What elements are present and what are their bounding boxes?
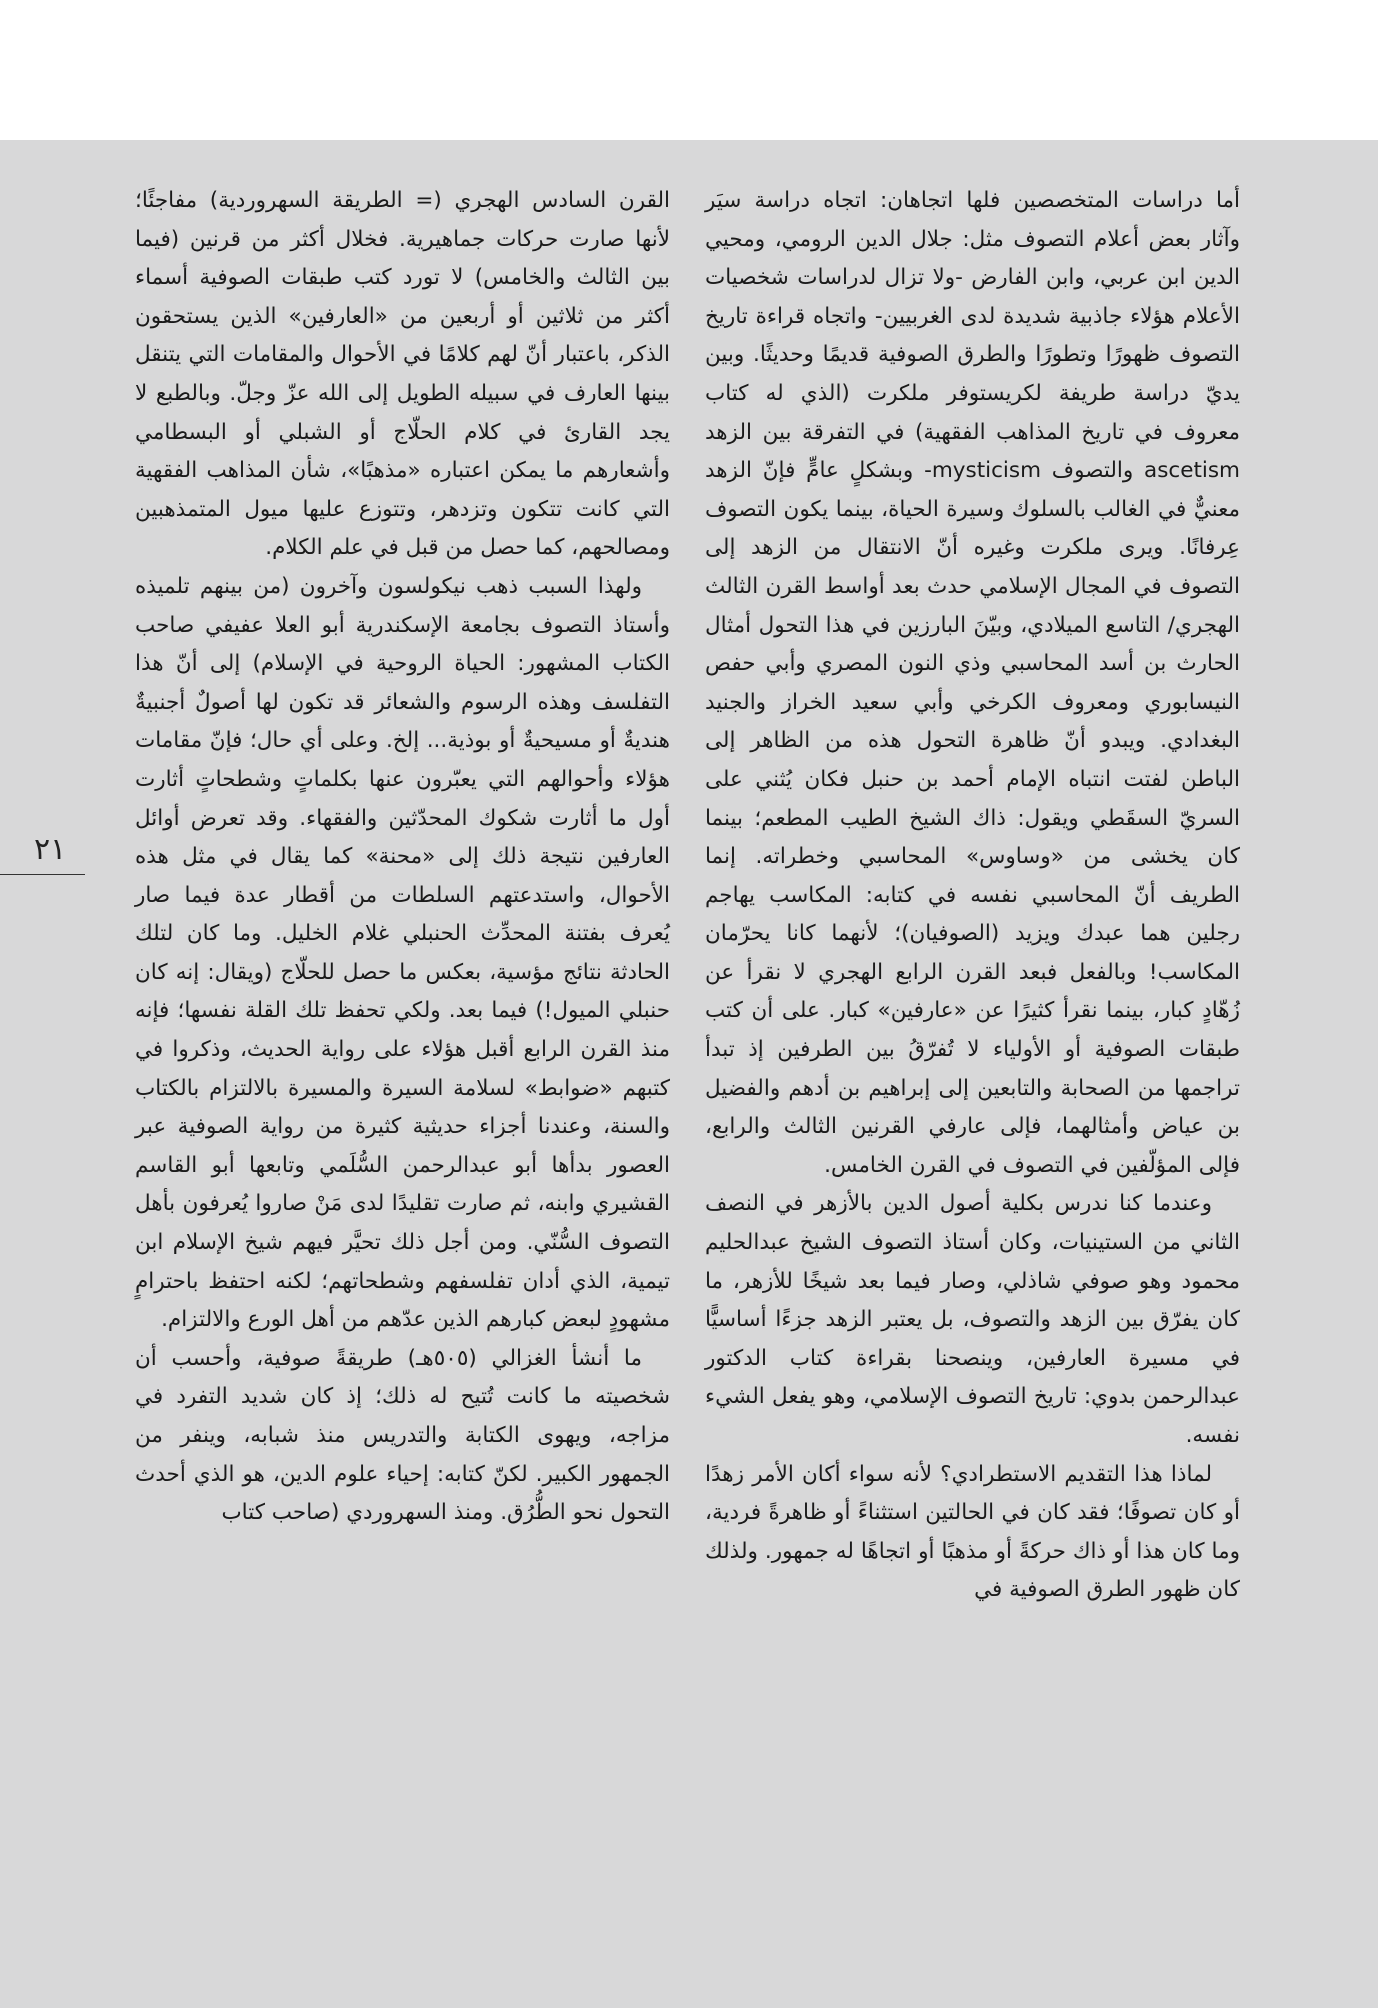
page-number-rule — [0, 874, 85, 875]
text-column-left — [135, 182, 670, 1533]
paragraph: لماذا هذا التقديم الاستطرادي؟ لأنه سواء أكان الأمر زهدًا أو كان تصوفًا؛ فقد كان في الحالتين استثناءً أو ظاهرةً فردية، وما كان هذا أو ذاك حركةً أو مذهبًا أو اتجاهًا له جمهور. ولذلك كان ظهور الطرق الصوفية في — [705, 1461, 1240, 1603]
paragraph: ولهذا السبب ذهب نيكولسون وآخرون (من بينهم تلميذه وأستاذ التصوف بجامعة الإسكندرية أبو العلا عفيفي صاحب الكتاب المشهور: الحياة الروحية في الإسلام) إلى أنّ هذا التفلسف وهذه الرسوم والشعائر قد تكون لها أصولٌ أجنبيةٌ هنديةٌ أو مسيحيةٌ أو بوذية... إلخ. وعلى أي حال؛ فإنّ مقامات هؤلاء وأحوالهم التي يعبّرون عنها بكلماتٍ وشطحاتٍ أثارت أول ما أثارت شكوك المحدّثين والفقهاء. وقد تعرض أوائل العارفين نتيجة ذلك إلى «محنة» كما يقال في مثل هذه الأحوال، واستدعتهم السلطات من أقطار عدة فيما صار يُعرف بفتنة المحدِّث الحنبلي غلام الخليل. وما كان لتلك الحادثة نتائج مؤسية، بعكس ما حصل للحلّاج (ويقال: إنه كان حنبلي الميول!) فيما بعد. ولكي تحفظ تلك القلة نفسها؛ فإنه منذ القرن الرابع أقبل هؤلاء على رواية الحديث، وذكروا في كتبهم «ضوابط» لسلامة السيرة والمسيرة بالالتزام بالكتاب والسنة، وعندنا أجزاء حديثية كثيرة من رواية الصوفية عبر العصور بدأها أبو عبدالرحمن السُّلَمي وتابعها أبو القاسم القشيري وابنه، ثم صارت تقليدًا لدى مَنْ صاروا يُعرفون بأهل التصوف السُّنّي. ومن أجل ذلك تحيَّر فيهم شيخ الإسلام ابن تيمية، الذي أدان تفلسفهم وشطحاتهم؛ لكنه احتفظ باحترامٍ مشهودٍ لبعض كبارهم الذين عدّهم من أهل الورع والالتزام. — [135, 573, 670, 1333]
page-body — [0, 140, 1378, 2008]
paragraph: وعندما كنا ندرس بكلية أصول الدين بالأزهر في النصف الثاني من الستينيات، وكان أستاذ التصوف الشيخ عبدالحليم محمود وهو صوفي شاذلي، وصار فيما بعد شيخًا للأزهر، ما كان يفرّق بين الزهد والتصوف، بل يعتبر الزهد جزءًا أساسيًّا في مسيرة العارفين، وينصحنا بقراءة كتاب الدكتور عبدالرحمن بدوي: تاريخ التصوف الإسلامي، وهو يفعل الشيء نفسه. — [705, 1191, 1240, 1448]
paragraph: القرن السادس الهجري (= الطريقة السهروردية) مفاجئًا؛ لأنها صارت حركات جماهيرية. فخلال أكثر من قرنين (فيما بين الثالث والخامس) لا تورد كتب طبقات الصوفية أسماء أكثر من ثلاثين أو أربعين من «العارفين» الذين يستحقون الذكر، باعتبار أنّ لهم كلامًا في الأحوال والمقامات التي يتنقل بينها العارف في سبيله الطويل إلى الله عزّ وجلّ. وبالطبع لا يجد القارئ في كلام الحلّاج أو الشبلي أو البسطامي وأشعارهم ما يمكن اعتباره «مذهبًا»، شأن المذاهب الفقهية التي كانت تتكون وتزدهر، وتتوزع عليها ميول المتمذهبين ومصالحهم، كما حصل من قبل في علم الكلام. — [135, 188, 670, 561]
paragraph: ما أنشأ الغزالي (٥٠٥هـ) طريقةً صوفية، وأحسب أن شخصيته ما كانت تُتيح له ذلك؛ إذ كان شديد التفرد في مزاجه، ويهوى الكتابة والتدريس منذ شبابه، وينفر من الجمهور الكبير. لكنّ كتابه: إحياء علوم الدين، هو الذي أحدث التحول نحو الطُّرُق. ومنذ السهروردي (صاحب كتاب — [135, 1345, 670, 1526]
page-number: ٢١ — [34, 832, 67, 867]
text-column-right — [705, 182, 1240, 1610]
paragraph: أما دراسات المتخصصين فلها اتجاهان: اتجاه دراسة سيَر وآثار بعض أعلام التصوف مثل: جلال الدين الرومي، ومحيي الدين ابن عربي، وابن الفارض -ولا تزال لدراسات شخصيات الأعلام هؤلاء جاذبية شديدة لدى الغربيين- واتجاه قراءة تاريخ التصوف ظهورًا وتطورًا والطرق الصوفية قديمًا وحديثًا. وبين يديّ دراسة طريفة لكريستوفر ملكرت (الذي له كتاب معروف في تاريخ المذاهب الفقهية) في التفرقة بين الزهد ascetism والتصوف mysticism- وبشكلٍ عامٍّ فإنّ الزهد معنيٌّ في الغالب بالسلوك وسيرة الحياة، بينما يكون التصوف عِرفانًا. ويرى ملكرت وغيره أنّ الانتقال من الزهد إلى التصوف في المجال الإسلامي حدث بعد أواسط القرن الثالث الهجري/ التاسع الميلادي، وبيّنَ البارزين في هذا التحول أمثال الحارث بن أسد المحاسبي وذي النون المصري وأبي حفص النيسابوري ومعروف الكرخي وأبي سعيد الخراز والجنيد البغدادي. ويبدو أنّ ظاهرة التحول هذه من الظاهر إلى الباطن لفتت انتباه الإمام أحمد بن حنبل فكان يُثني على السريّ السقَطي ويقول: ذاك الشيخ الطيب المطعم؛ بينما كان يخشى من «وساوس» المحاسبي وخطراته. إنما الطريف أنّ المحاسبي نفسه في كتابه: المكاسب يهاجم رجلين هما عبدك ويزيد (الصوفيان)؛ لأنهما كانا يحرّمان المكاسب! وبالفعل فبعد القرن الرابع الهجري لا نقرأ عن زُهّادٍ كبار، بينما نقرأ كثيرًا عن «عارفين» كبار. على أن كتب طبقات الصوفية أو الأولياء لا تُفرّقُ بين الطرفين إذ تبدأ تراجمها من الصحابة والتابعين إلى إبراهيم بن أدهم والفضيل بن عياض وأمثالهما، فإلى عارفي القرنين الثالث والرابع، فإلى المؤلّفين في التصوف في القرن الخامس. — [705, 188, 1240, 1178]
